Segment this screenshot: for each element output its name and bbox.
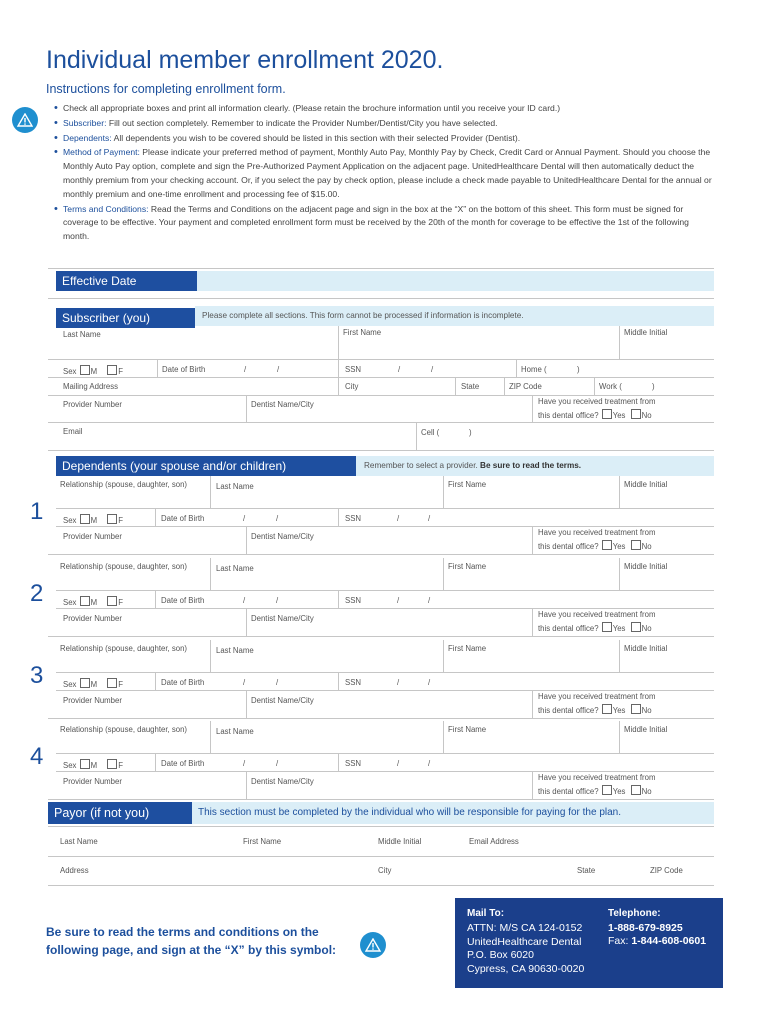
subscriber-middle-initial[interactable]: Middle Initial xyxy=(624,328,668,337)
sex-male-checkbox[interactable] xyxy=(80,514,90,524)
payor-zip[interactable]: ZIP Code xyxy=(650,866,683,875)
dependent-middle-initial[interactable]: Middle Initial xyxy=(624,480,668,489)
treatment-no-checkbox[interactable] xyxy=(631,540,641,550)
dependent-sex: Sex M F xyxy=(63,680,124,689)
subscriber-note: Please complete all sections. This form cannot be processed if information is incomplete. xyxy=(202,311,524,320)
treatment-yes-checkbox[interactable] xyxy=(602,704,612,714)
subscriber-dentist-city[interactable]: Dentist Name/City xyxy=(251,400,314,409)
dependent-dentist-city[interactable]: Dentist Name/City xyxy=(251,532,314,541)
dependent-sex: Sex M F xyxy=(63,761,124,770)
dependents-header: Dependents (your spouse and/or children) xyxy=(56,456,356,476)
payor-middle-initial[interactable]: Middle Initial xyxy=(378,837,422,846)
dependent-last-name[interactable]: Last Name xyxy=(216,482,254,491)
dependent-ssn[interactable]: SSN xyxy=(345,678,362,687)
sex-male-checkbox[interactable] xyxy=(80,596,90,606)
subscriber-home-phone[interactable]: Home ( xyxy=(521,365,547,374)
sex-female-checkbox[interactable] xyxy=(107,596,117,606)
instruction-item: • Check all appropriate boxes and print all information clearly. (Please retain the brochure information until you receive your ID card.) xyxy=(54,102,714,116)
sex-female-checkbox[interactable] xyxy=(107,678,117,688)
payor-city[interactable]: City xyxy=(378,866,392,875)
dependent-dob[interactable]: Date of Birth xyxy=(161,514,205,523)
sign-here-icon xyxy=(360,932,386,958)
payor-header: Payor (if not you) xyxy=(48,802,192,824)
dependent-sex: Sex M F xyxy=(63,598,124,607)
dependent-number: 1 xyxy=(30,498,44,525)
payor-state[interactable]: State xyxy=(577,866,596,875)
treatment-no-checkbox[interactable] xyxy=(631,409,641,419)
warning-icon xyxy=(12,107,38,133)
treatment-no-checkbox[interactable] xyxy=(631,704,641,714)
sex-female-checkbox[interactable] xyxy=(107,365,117,375)
mail-to-label: Mail To: xyxy=(467,908,505,919)
dependent-middle-initial[interactable]: Middle Initial xyxy=(624,562,668,571)
dependent-relationship[interactable]: Relationship (spouse, daughter, son) xyxy=(60,725,187,734)
mail-to-address: ATTN: M/S CA 124-0152 UnitedHealthcare Dental P.O. Box 6020 Cypress, CA 90630-0020 xyxy=(467,922,585,975)
treatment-question: Have you received treatment from xyxy=(538,528,656,537)
sex-male-checkbox[interactable] xyxy=(80,678,90,688)
dependents-note: Remember to select a provider. Be sure to read the terms. xyxy=(364,461,582,470)
instruction-item: • Terms and Conditions: Read the Terms and Conditions on the adjacent page and sign in the box at the “X” on the bottom of this sheet. This form must be signed for coverage to be effective. Your payment and completed enrollment form must be received by the 20th of the month for coverage to be effective the 1st of the following month. xyxy=(54,203,714,244)
treatment-no-checkbox[interactable] xyxy=(631,785,641,795)
dependent-dentist-city[interactable]: Dentist Name/City xyxy=(251,614,314,623)
dependent-provider-number[interactable]: Provider Number xyxy=(63,777,122,786)
subscriber-zip[interactable]: ZIP Code xyxy=(509,382,542,391)
payor-note: This section must be completed by the individual who will be responsible for paying for the plan. xyxy=(198,807,622,818)
treatment-question: Have you received treatment from xyxy=(538,397,656,406)
sex-male-checkbox[interactable] xyxy=(80,759,90,769)
subscriber-cell-phone[interactable]: Cell ( xyxy=(421,428,440,437)
dependent-ssn[interactable]: SSN xyxy=(345,596,362,605)
telephone-number: 1-888-679-8925 xyxy=(608,922,683,934)
subscriber-city[interactable]: City xyxy=(345,382,359,391)
subscriber-state[interactable]: State xyxy=(461,382,480,391)
dependent-ssn[interactable]: SSN xyxy=(345,514,362,523)
treatment-yes-checkbox[interactable] xyxy=(602,540,612,550)
subscriber-mailing-address[interactable]: Mailing Address xyxy=(63,382,119,391)
treatment-no-checkbox[interactable] xyxy=(631,622,641,632)
sex-female-checkbox[interactable] xyxy=(107,514,117,524)
payor-last-name[interactable]: Last Name xyxy=(60,837,98,846)
dependent-dob[interactable]: Date of Birth xyxy=(161,759,205,768)
treatment-question: Have you received treatment from xyxy=(538,610,656,619)
dependent-first-name[interactable]: First Name xyxy=(448,562,487,571)
dependent-relationship[interactable]: Relationship (spouse, daughter, son) xyxy=(60,480,187,489)
effective-date-label: Effective Date xyxy=(56,271,197,291)
subscriber-sex: Sex M F xyxy=(63,367,124,376)
dependent-ssn[interactable]: SSN xyxy=(345,759,362,768)
dependent-number: 2 xyxy=(30,580,44,607)
dependent-first-name[interactable]: First Name xyxy=(448,644,487,653)
dependent-dentist-city[interactable]: Dentist Name/City xyxy=(251,777,314,786)
payor-first-name[interactable]: First Name xyxy=(243,837,282,846)
dependent-relationship[interactable]: Relationship (spouse, daughter, son) xyxy=(60,562,187,571)
dependent-sex: Sex M F xyxy=(63,516,124,525)
subscriber-last-name[interactable]: Last Name xyxy=(63,330,101,339)
dependent-provider-number[interactable]: Provider Number xyxy=(63,532,122,541)
instructions xyxy=(54,102,714,245)
subscriber-email[interactable]: Email xyxy=(63,427,83,436)
dependent-last-name[interactable]: Last Name xyxy=(216,564,254,573)
sign-note: Be sure to read the terms and conditions on the following page, and sign at the “X” by this symbol: xyxy=(46,925,337,957)
instruction-item: • Subscriber: Fill out section completely. Remember to indicate the Provider Number/Dentist/City you have selected. xyxy=(54,117,714,131)
sex-female-checkbox[interactable] xyxy=(107,759,117,769)
mail-to-box xyxy=(455,898,723,988)
dependent-middle-initial[interactable]: Middle Initial xyxy=(624,725,668,734)
treatment-yes-checkbox[interactable] xyxy=(602,409,612,419)
dependent-first-name[interactable]: First Name xyxy=(448,725,487,734)
subscriber-work-phone[interactable]: Work ( xyxy=(599,382,622,391)
dependent-provider-number[interactable]: Provider Number xyxy=(63,614,122,623)
dependent-dob[interactable]: Date of Birth xyxy=(161,596,205,605)
treatment-question: Have you received treatment from xyxy=(538,692,656,701)
dependent-dob[interactable]: Date of Birth xyxy=(161,678,205,687)
subscriber-first-name[interactable]: First Name xyxy=(343,328,382,337)
page-title: Individual member enrollment 2020. xyxy=(46,46,444,74)
dependent-dentist-city[interactable]: Dentist Name/City xyxy=(251,696,314,705)
treatment-question: Have you received treatment from xyxy=(538,773,656,782)
subscriber-ssn[interactable]: SSN xyxy=(345,365,362,374)
instruction-item: • Dependents: All dependents you wish to be covered should be listed in this section with their selected Provider (Dentist). xyxy=(54,132,714,146)
dependent-last-name[interactable]: Last Name xyxy=(216,727,254,736)
dependent-middle-initial[interactable]: Middle Initial xyxy=(624,644,668,653)
dependent-number: 3 xyxy=(30,662,44,689)
payor-address[interactable]: Address xyxy=(60,866,89,875)
telephone-label: Telephone: xyxy=(608,908,661,919)
treatment-yes-checkbox[interactable] xyxy=(602,785,612,795)
fax-number: Fax: 1-844-608-0601 xyxy=(608,935,707,947)
sex-male-checkbox[interactable] xyxy=(80,365,90,375)
payor-email[interactable]: Email Address xyxy=(469,837,519,846)
page-subtitle: Instructions for completing enrollment form. xyxy=(46,82,286,96)
dependent-number: 4 xyxy=(30,743,44,770)
dependent-first-name[interactable]: First Name xyxy=(448,480,487,489)
subscriber-header: Subscriber (you) xyxy=(56,308,195,328)
treatment-yes-checkbox[interactable] xyxy=(602,622,612,632)
subscriber-provider-number[interactable]: Provider Number xyxy=(63,400,122,409)
dependent-last-name[interactable]: Last Name xyxy=(216,646,254,655)
effective-date-field[interactable] xyxy=(197,271,714,291)
dependent-provider-number[interactable]: Provider Number xyxy=(63,696,122,705)
subscriber-dob[interactable]: Date of Birth xyxy=(162,365,206,374)
dependent-relationship[interactable]: Relationship (spouse, daughter, son) xyxy=(60,644,187,653)
instruction-item: • Method of Payment: Please indicate your preferred method of payment, Monthly Auto Pay, Monthly Pay by Check, Credit Card or Annual Payment. Should you choose the Monthly Auto Pay option, complete and sign the Pre-Authorized Payment Application on the adjacent page. UnitedHealthcare Dental will then automatically deduct the monthly premium from your checking account. Or, if you select the pay by check option, please include a check made payable to UnitedHealthcare Dental for the annual or monthly premium and one-time enrollment and processing fee of $15.00. xyxy=(54,146,714,201)
